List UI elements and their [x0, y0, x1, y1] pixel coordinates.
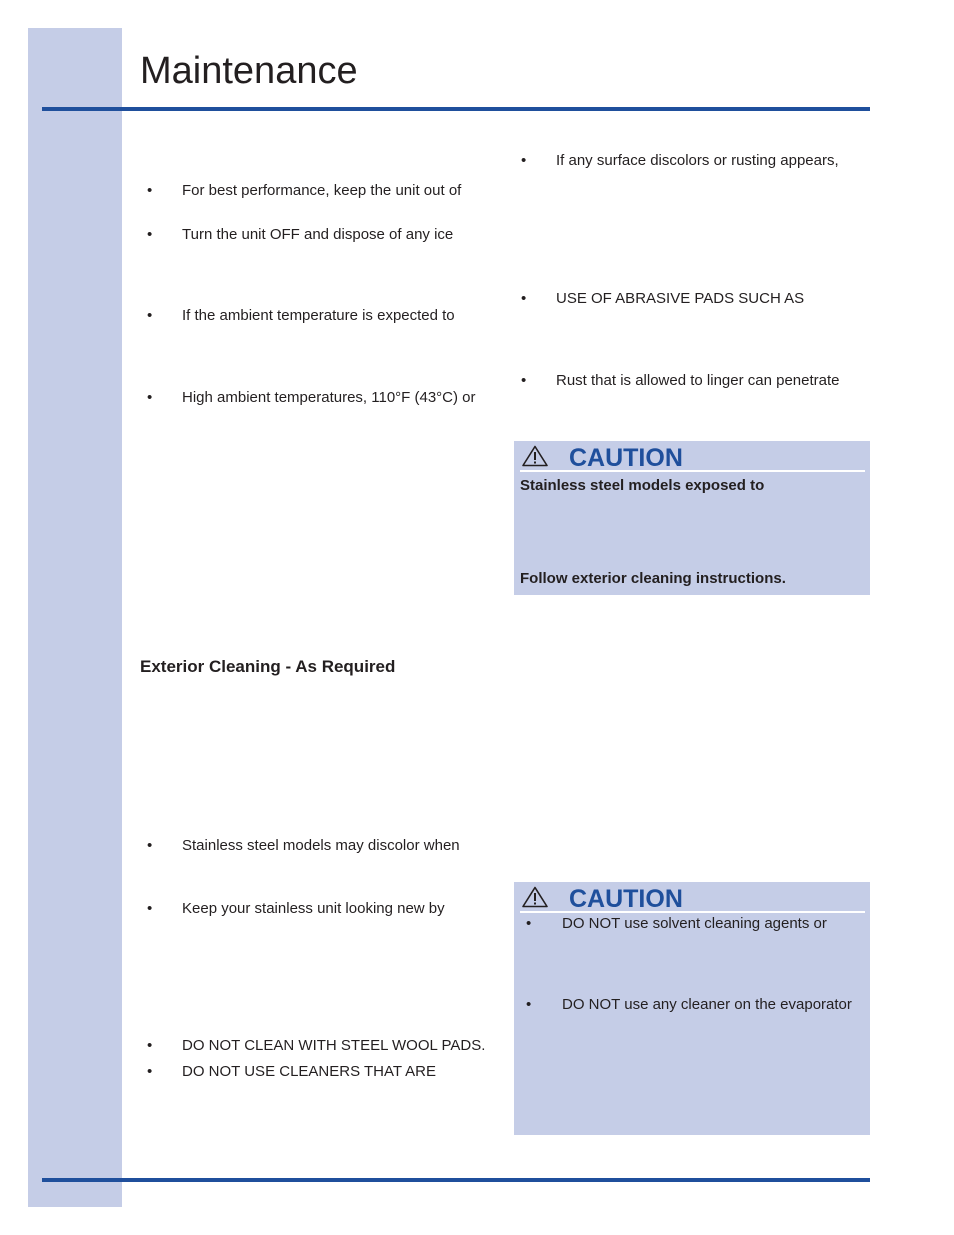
bullet-text: If the ambient temperature is expected to [182, 307, 455, 324]
bullet-text: Turn the unit OFF and dispose of any ice [182, 226, 454, 243]
bullet-dot: • [147, 226, 153, 243]
page-title: Maintenance [140, 50, 358, 92]
caution-text: Follow exterior cleaning instructions. [520, 570, 786, 587]
bullet-text: For best performance, keep the unit out of [182, 182, 462, 199]
bullet-dot: • [521, 372, 527, 389]
bullet-text: DO NOT CLEAN WITH STEEL WOOL PADS. [182, 1037, 486, 1054]
caution-header [520, 444, 865, 472]
bullet-dot: • [147, 389, 153, 406]
bullet-dot: • [147, 182, 153, 199]
caution-label: CAUTION [569, 885, 683, 913]
top-rule [42, 107, 870, 111]
left-sidebar-band [28, 28, 122, 1207]
bullet-dot: • [147, 900, 153, 917]
bullet-text: If any surface discolors or rusting appears, [556, 152, 839, 169]
bullet-text: DO NOT USE CLEANERS THAT ARE [182, 1063, 436, 1080]
section-heading: Exterior Cleaning - As Required [140, 657, 396, 676]
bullet-text: Keep your stainless unit looking new by [182, 900, 445, 917]
bullet-dot: • [147, 307, 153, 324]
bullet-dot: • [147, 1037, 153, 1054]
bottom-rule [42, 1178, 870, 1182]
caution-label: CAUTION [569, 444, 683, 472]
bullet-dot: • [526, 996, 532, 1013]
caution-header [520, 885, 865, 913]
caution-box-2 [514, 882, 870, 1135]
bullet-text: DO NOT use solvent cleaning agents or [562, 915, 827, 932]
warning-triangle-icon [522, 445, 548, 467]
bullet-dot: • [521, 290, 527, 307]
bullet-text: Rust that is allowed to linger can penetrate [556, 372, 840, 389]
bullet-dot: • [147, 1063, 153, 1080]
bullet-dot: • [521, 152, 527, 169]
bullet-dot: • [526, 915, 532, 932]
bullet-text: High ambient temperatures, 110°F (43°C) or [182, 389, 476, 406]
warning-triangle-icon [522, 886, 548, 908]
bullet-text: USE OF ABRASIVE PADS SUCH AS [556, 290, 805, 307]
bullet-text: DO NOT use any cleaner on the evaporator [562, 996, 852, 1013]
bullet-text: Stainless steel models may discolor when [182, 837, 460, 854]
bullet-dot: • [147, 837, 153, 854]
caution-box-1 [514, 441, 870, 595]
caution-text: Stainless steel models exposed to [520, 477, 765, 494]
